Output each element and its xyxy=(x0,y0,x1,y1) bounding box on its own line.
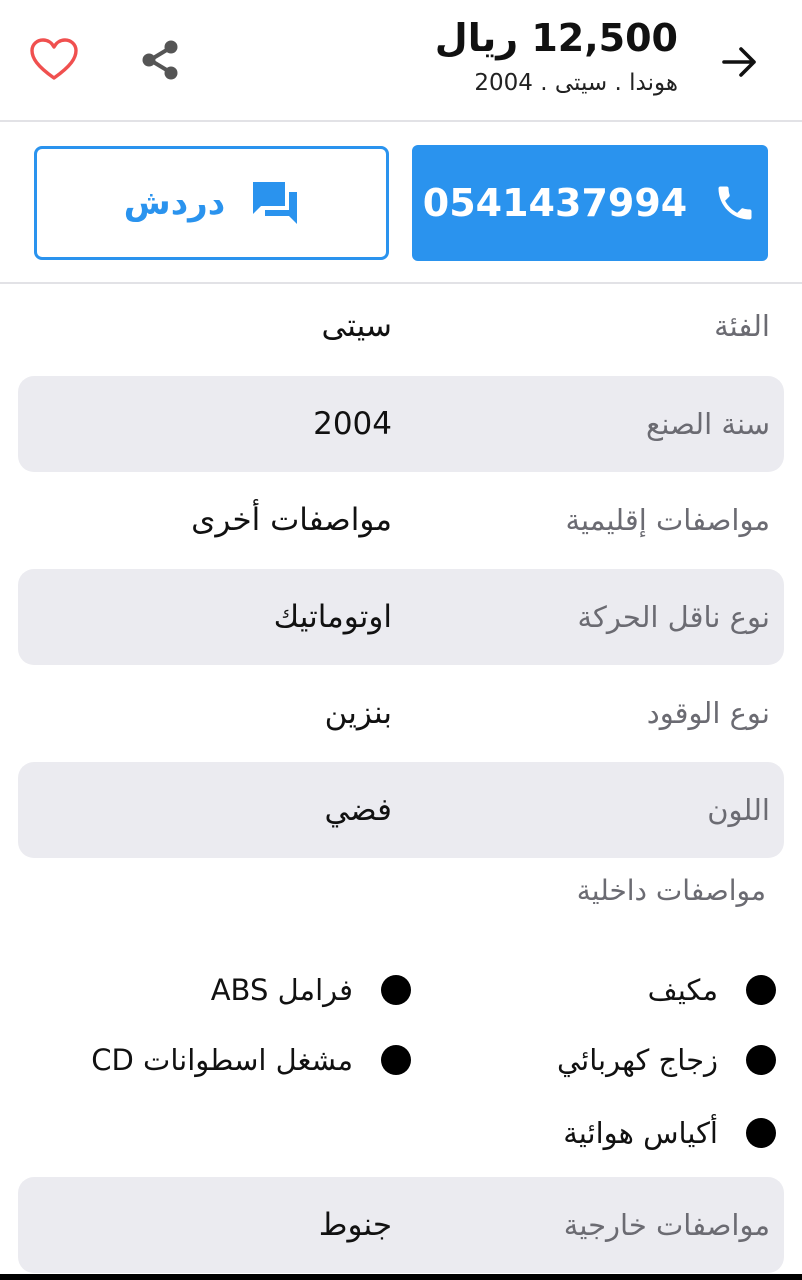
chat-bubbles-icon xyxy=(251,180,299,226)
feature-item xyxy=(557,1030,776,1090)
spec-value: جنوط xyxy=(318,1207,392,1243)
listing-subtitle: هوندا . سيتى . 2004 xyxy=(474,70,678,96)
back-button[interactable] xyxy=(712,34,768,90)
spec-row-category xyxy=(18,278,784,374)
feature-label: زجاج كهربائي xyxy=(556,1043,718,1077)
spec-value: مواصفات أخرى xyxy=(191,502,392,538)
bullet-icon xyxy=(746,1118,776,1148)
spec-label: سنة الصنع xyxy=(645,407,770,441)
spec-value: فضي xyxy=(324,792,392,828)
bottom-divider xyxy=(0,1274,802,1280)
spec-value: 2004 xyxy=(313,406,392,442)
bullet-icon xyxy=(746,1045,776,1075)
chat-button[interactable] xyxy=(34,146,389,260)
feature-label: مشغل اسطوانات CD xyxy=(91,1043,353,1077)
spec-row-transmission xyxy=(18,569,784,665)
share-icon xyxy=(137,37,183,83)
spec-label: الفئة xyxy=(714,309,770,343)
share-button[interactable] xyxy=(132,32,188,88)
contact-actions xyxy=(0,124,802,284)
bullet-icon xyxy=(381,1045,411,1075)
interior-specs-title: مواصفات داخلية xyxy=(576,874,766,907)
interior-features-list xyxy=(50,950,802,1170)
spec-row-exterior xyxy=(18,1177,784,1273)
spec-label: مواصفات خارجية xyxy=(563,1208,770,1242)
spec-label: نوع الوقود xyxy=(646,696,770,730)
feature-label: مكيف xyxy=(647,973,718,1007)
heart-outline-icon xyxy=(29,37,79,83)
spec-value: سيتى xyxy=(321,308,392,344)
arrow-right-icon xyxy=(720,42,760,82)
feature-item xyxy=(563,1103,776,1163)
feature-item xyxy=(91,1030,411,1090)
call-button-number: 0541437994 xyxy=(422,181,688,225)
call-button[interactable] xyxy=(412,145,768,261)
feature-item xyxy=(211,960,411,1020)
spec-label: مواصفات إقليمية xyxy=(565,503,770,537)
spec-value: اوتوماتيك xyxy=(273,599,392,635)
spec-row-regional-specs xyxy=(18,472,784,568)
spec-row-year xyxy=(18,376,784,472)
spec-value: بنزين xyxy=(324,695,392,731)
favorite-button[interactable] xyxy=(26,32,82,88)
spec-row-color xyxy=(18,762,784,858)
feature-item xyxy=(648,960,776,1020)
feature-label: أكياس هوائية xyxy=(563,1116,718,1150)
spec-label: نوع ناقل الحركة xyxy=(577,600,770,634)
spec-label: اللون xyxy=(707,793,770,827)
feature-label: فرامل ABS xyxy=(210,973,353,1007)
top-bar xyxy=(0,0,802,122)
phone-icon xyxy=(713,181,757,225)
listing-price: 12,500 ريال xyxy=(434,16,678,60)
chat-button-label: دردش xyxy=(123,183,226,223)
bullet-icon xyxy=(381,975,411,1005)
bullet-icon xyxy=(746,975,776,1005)
spec-row-fuel xyxy=(18,665,784,761)
